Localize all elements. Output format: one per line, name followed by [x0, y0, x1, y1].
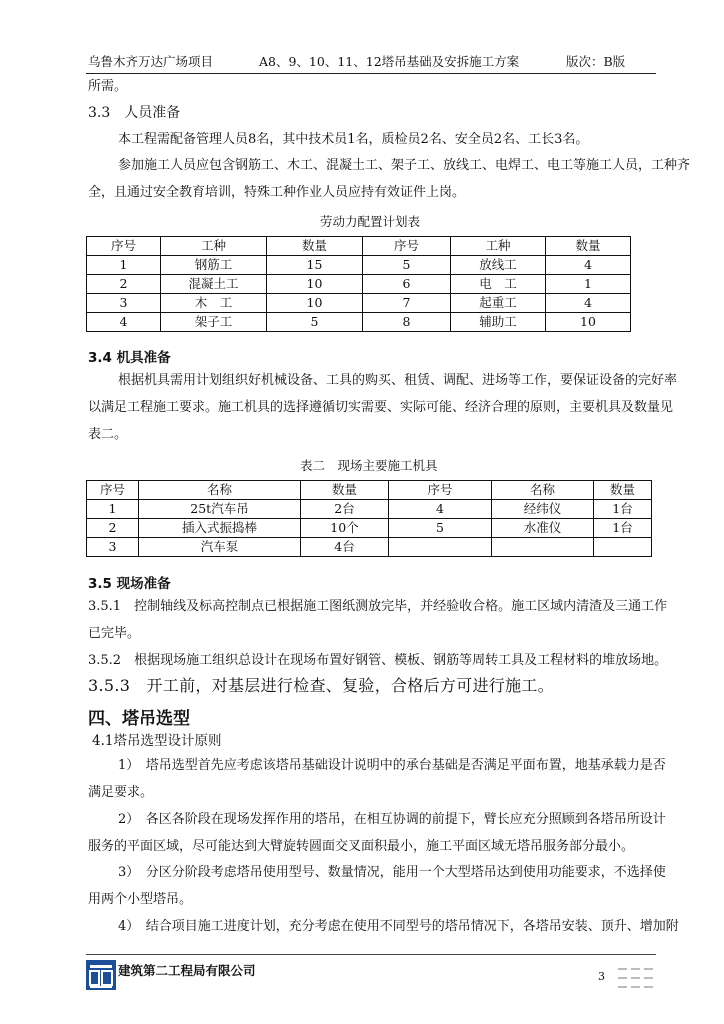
s4-item-3b: 用两个小型塔吊。	[88, 892, 193, 907]
table-cell: 6	[363, 275, 451, 294]
s33-para-2a: 参加施工人员应包含钢筋工、木工、混凝土工、架子工、放线工、电焊工、电工等施工人员，工种齐	[118, 158, 691, 173]
table-cell: 25t汽车吊	[139, 500, 301, 519]
footer-divider	[86, 954, 656, 955]
s4-item-2b: 服务的平面区域，尽可能达到大臂旋转圆面交叉面积最小，施工平面区域无塔吊服务部分最小。	[88, 839, 635, 854]
labor-th-seq-2: 序号	[363, 237, 451, 256]
table-cell	[492, 538, 594, 557]
table-cell: 5	[267, 313, 363, 332]
table-cell: 15	[267, 256, 363, 275]
table-cell: 1	[87, 256, 161, 275]
machine-table-caption: 表二 现场主要施工机具	[300, 458, 438, 473]
table-cell	[389, 538, 492, 557]
table-cell: 8	[363, 313, 451, 332]
table-cell: 4	[546, 294, 631, 313]
table-cell: 汽车泵	[139, 538, 301, 557]
table-row	[87, 538, 652, 557]
table-cell: 2	[87, 275, 161, 294]
table-cell: 混凝土工	[161, 275, 267, 294]
table-cell: 1	[87, 500, 139, 519]
table-cell: 钢筋工	[161, 256, 267, 275]
table-cell: 10个	[301, 519, 389, 538]
machine-th-name-2: 名称	[492, 481, 594, 500]
header-title: A8、9、10、11、12塔吊基础及安拆施工方案	[259, 54, 520, 69]
table-cell: 4	[546, 256, 631, 275]
labor-th-qty-2: 数量	[546, 237, 631, 256]
s35-para-2: 3.5.2 根据现场施工组织总设计在现场布置好钢管、模板、钢筋等周转工具及工程材料的堆放场地。	[88, 653, 668, 668]
table-cell: 10	[546, 313, 631, 332]
footer-decoration-icon	[616, 966, 656, 996]
table-cell: 1	[546, 275, 631, 294]
table-cell: 3	[87, 538, 139, 557]
s34-para-1a: 根据机具需用计划组织好机械设备、工具的购买、租赁、调配、进场等工作，要保证设备的完好率	[118, 373, 678, 388]
table-row	[87, 313, 631, 332]
s33-para-2b: 全，且通过安全教育培训，特殊工种作业人员应持有效证件上岗。	[88, 185, 466, 200]
table-cell: 5	[363, 256, 451, 275]
table-row	[87, 256, 631, 275]
table-cell: 电 工	[451, 275, 546, 294]
s33-para-1: 本工程需配备管理人员8名，其中技术员1名，质检员2名、安全员2名、工长3名。	[118, 132, 589, 147]
s35-para-1b: 已完毕。	[88, 626, 141, 641]
section-3-3-title: 3.3 人员准备	[88, 105, 181, 121]
machine-table-header	[87, 481, 652, 500]
s4-item-2a: 2） 各区各阶段在现场发挥作用的塔吊，在相互协调的前提下，臂长应充分照顾到各塔吊所设计	[118, 812, 666, 827]
machine-table	[86, 480, 652, 557]
table-row	[87, 275, 631, 294]
table-cell: 10	[267, 294, 363, 313]
labor-th-trade-2: 工种	[451, 237, 546, 256]
machine-th-qty-2: 数量	[594, 481, 652, 500]
s4-item-4a: 4） 结合项目施工进度计划，充分考虑在使用不同型号的塔吊情况下，各塔吊安装、顶升、增加附	[118, 919, 679, 934]
table-row	[87, 500, 652, 519]
labor-table-caption: 劳动力配置计划表	[320, 214, 421, 229]
table-cell: 2	[87, 519, 139, 538]
table-cell: 2台	[301, 500, 389, 519]
table-cell: 插入式振捣棒	[139, 519, 301, 538]
table-cell	[594, 538, 652, 557]
machine-th-seq-2: 序号	[389, 481, 492, 500]
table-cell: 4	[87, 313, 161, 332]
table-cell: 木 工	[161, 294, 267, 313]
company-logo-icon	[86, 960, 116, 990]
table-cell: 5	[389, 519, 492, 538]
table-cell: 1台	[594, 519, 652, 538]
header-divider	[86, 73, 656, 74]
machine-th-seq: 序号	[87, 481, 139, 500]
table-cell: 放线工	[451, 256, 546, 275]
machine-th-name: 名称	[139, 481, 301, 500]
table-cell: 经纬仪	[492, 500, 594, 519]
machine-th-qty: 数量	[301, 481, 389, 500]
labor-table-header	[87, 237, 631, 256]
table-cell: 3	[87, 294, 161, 313]
header-project: 乌鲁木齐万达广场项目	[88, 54, 214, 69]
s34-para-1b: 以满足工程施工要求。施工机具的选择遵循切实需要、实际可能、经济合理的原则，主要机具及数量见	[88, 400, 674, 415]
s4-item-1b: 满足要求。	[88, 785, 154, 800]
table-cell: 水准仪	[492, 519, 594, 538]
section-3-4-title: 3.4 机具准备	[88, 350, 171, 366]
s35-para-1a: 3.5.1 控制轴线及标高控制点已根据施工图纸测放完毕，并经验收合格。施工区域内清渣及三通工作	[88, 599, 668, 614]
labor-th-seq: 序号	[87, 237, 161, 256]
footer-company: 建筑第二工程局有限公司	[118, 963, 256, 978]
table-cell: 10	[267, 275, 363, 294]
s35-para-3: 3.5.3 开工前，对基层进行检查、复验，合格后方可进行施工。	[88, 676, 555, 695]
s4-item-3a: 3） 分区分阶段考虑塔吊使用型号、数量情况，能用一个大型塔吊达到使用功能要求，不选择使	[118, 865, 666, 880]
header-version: 版次：B版	[566, 54, 626, 69]
table-cell: 辅助工	[451, 313, 546, 332]
labor-th-qty: 数量	[267, 237, 363, 256]
table-row	[87, 519, 652, 538]
table-cell: 1台	[594, 500, 652, 519]
section-4-title: 四、塔吊选型	[88, 709, 190, 729]
section-3-5-title: 3.5 现场准备	[88, 576, 171, 592]
table-cell: 起重工	[451, 294, 546, 313]
table-cell: 4	[389, 500, 492, 519]
table-cell: 7	[363, 294, 451, 313]
s4-item-1a: 1） 塔吊选型首先应考虑该塔吊基础设计说明中的承台基础是否满足平面布置，地基承载力是否	[118, 758, 666, 773]
section-4-1-title: 4.1塔吊选型设计原则	[92, 733, 222, 749]
table-cell: 架子工	[161, 313, 267, 332]
table-cell: 4台	[301, 538, 389, 557]
table-row	[87, 294, 631, 313]
labor-th-trade: 工种	[161, 237, 267, 256]
page-number: 3	[598, 970, 605, 983]
s34-para-1c: 表二。	[88, 427, 128, 442]
lead-text: 所需。	[88, 79, 128, 94]
labor-table	[86, 236, 631, 332]
